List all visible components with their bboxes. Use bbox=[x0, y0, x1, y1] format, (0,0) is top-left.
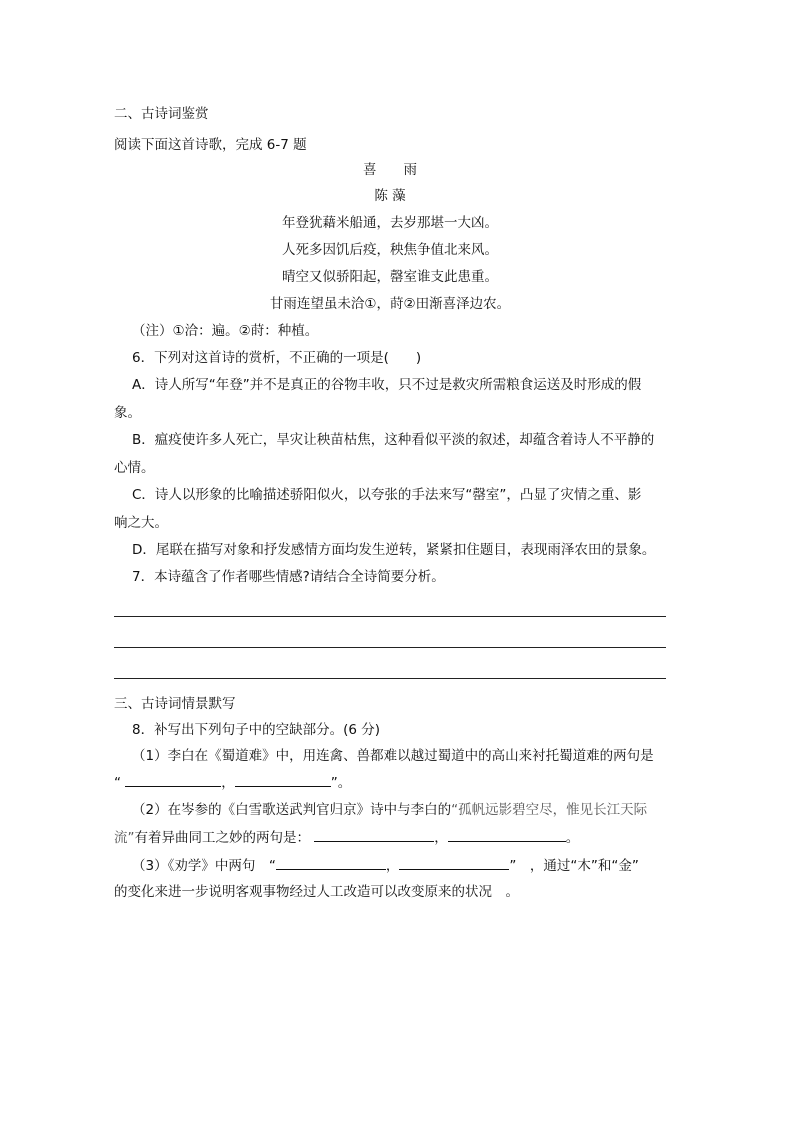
q6-option-b-cont: 心情。 bbox=[114, 460, 155, 476]
answer-line-2[interactable] bbox=[114, 647, 666, 648]
section2-instruction: 阅读下面这首诗歌，完成 6-7 题 bbox=[114, 137, 307, 153]
answer-line-1[interactable] bbox=[114, 616, 666, 617]
q8-part3-post: ” ，通过“木”和“金” bbox=[509, 858, 639, 874]
q6-option-c: C．诗人以形象的比喻描述骄阳似火，以夸张的手法来写“罄室”，凸显了灾情之重、影 bbox=[132, 487, 642, 503]
poem-line-4: 甘雨连望虽未洽①，莳②田渐喜泽边农。 bbox=[269, 296, 511, 312]
blank-2[interactable] bbox=[235, 772, 331, 787]
blank-comma: ， bbox=[221, 775, 235, 791]
blank-comma-3: ， bbox=[385, 858, 400, 874]
q6-option-a: A．诗人所写“年登”并不是真正的谷物丰收，只不过是救灾所需粮食运送及时形成的假 bbox=[132, 377, 642, 393]
blank-1[interactable] bbox=[125, 772, 221, 787]
li-bai-quote: “孤帆远影碧空尽，惟见长江天际 bbox=[451, 802, 648, 818]
q8-part2-answer-row bbox=[114, 827, 579, 848]
poem-title: 喜 雨 bbox=[363, 162, 417, 178]
answer-line-3[interactable] bbox=[114, 678, 666, 679]
q8-part1-answer-row bbox=[114, 772, 351, 793]
q8-part3-cont: 的变化来进一步说明客观事物经过人工改造可以改变原来的状况 。 bbox=[114, 884, 519, 900]
q6-option-c-cont: 响之大。 bbox=[114, 515, 168, 531]
open-quote: “ bbox=[114, 775, 121, 791]
q8-part2-pre: （2）在岑参的《白雪歌送武判官归京》诗中与李白的 bbox=[132, 802, 452, 818]
section3-heading: 三、古诗词情景默写 bbox=[114, 696, 236, 712]
poem-line-2: 人死多因饥后疫，秧焦争值北来风。 bbox=[282, 242, 498, 258]
q6-option-d: D．尾联在描写对象和抒发感情方面均发生逆转，紧紧扣住题目，表现雨泽农田的景象。 bbox=[132, 542, 656, 558]
li-bai-quote-end: 流” bbox=[114, 830, 135, 846]
blank-4[interactable] bbox=[448, 827, 566, 842]
q8-part2-post: 有着异曲同工之妙的两句是： bbox=[134, 830, 310, 846]
q8-part2-text bbox=[132, 800, 647, 820]
q6-option-a-cont: 象。 bbox=[114, 405, 141, 421]
close-quote: ”。 bbox=[330, 775, 352, 791]
period: 。 bbox=[565, 830, 580, 846]
q7-stem: 7．本诗蕴含了作者哪些情感?请结合全诗简要分析。 bbox=[132, 569, 445, 585]
q8-stem: 8．补写出下列句子中的空缺部分。(6 分) bbox=[132, 722, 381, 738]
q6-option-b: B．瘟疫使许多人死亡，旱灾让秧苗枯焦，这种看似平淡的叙述，却蕴含着诗人不平静的 bbox=[132, 432, 655, 448]
poem-line-3: 晴空又似骄阳起，罄室谁支此患重。 bbox=[282, 269, 498, 285]
poem-line-1: 年登犹藉米船通，去岁那堪一大凶。 bbox=[282, 215, 498, 231]
blank-comma-2: ， bbox=[434, 830, 448, 846]
section2-heading: 二、古诗词鉴赏 bbox=[114, 106, 209, 122]
q8-part3-text bbox=[132, 855, 639, 876]
q8-part3-pre: （3）《劝学》中两句 “ bbox=[132, 858, 276, 874]
blank-3[interactable] bbox=[314, 827, 434, 842]
poem-author: 陈 藻 bbox=[374, 188, 406, 204]
blank-6[interactable] bbox=[399, 855, 509, 870]
q6-stem: 6．下列对这首诗的赏析，不正确的一项是( ) bbox=[132, 350, 422, 366]
q8-part1-text: （1）李白在《蜀道难》中，用连禽、兽都难以越过蜀道中的高山来衬托蜀道难的两句是 bbox=[132, 748, 654, 764]
blank-5[interactable] bbox=[276, 855, 386, 870]
poem-note: （注）①洽：遍。②莳：种植。 bbox=[132, 323, 319, 339]
